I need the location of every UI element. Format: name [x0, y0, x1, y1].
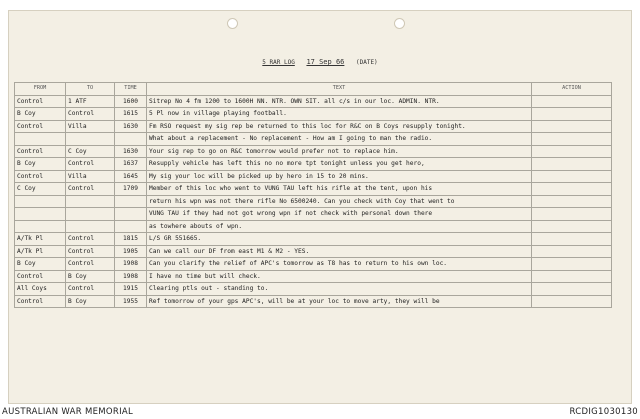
table-row	[15, 220, 612, 233]
action-cell	[532, 233, 612, 246]
text-cell: Resupply vehicle has left this no no more tpt tonight unless you get hero,	[147, 158, 532, 171]
to-cell: 1 ATF	[66, 95, 115, 108]
text-cell: Fm RSO request my sig rep be returned to this loc for R&C on B Coys resupply tonight.	[147, 120, 532, 133]
from-cell: B Coy	[15, 258, 66, 271]
col-action-header: ACTION	[532, 83, 612, 96]
time-cell: 1709	[115, 183, 147, 196]
log-header	[9, 58, 631, 66]
to-cell: B Coy	[66, 295, 115, 308]
table-row	[15, 133, 612, 146]
table-row	[15, 183, 612, 196]
table-row	[15, 208, 612, 221]
time-cell: 1908	[115, 270, 147, 283]
time-cell: 1815	[115, 233, 147, 246]
to-cell: C Coy	[66, 145, 115, 158]
to-cell	[66, 208, 115, 221]
action-cell	[532, 220, 612, 233]
unit-name: 5 RAR LOG	[262, 59, 295, 66]
to-cell: Control	[66, 108, 115, 121]
to-cell: Control	[66, 258, 115, 271]
from-cell: Control	[15, 95, 66, 108]
text-cell: Ref tomorrow of your gps APC's, will be at your loc to move arty, they will be	[147, 295, 532, 308]
to-cell: B Coy	[66, 270, 115, 283]
text-cell: Your sig rep to go on R&C tomorrow would prefer not to replace him.	[147, 145, 532, 158]
from-cell: Control	[15, 170, 66, 183]
text-cell: Can we call our DF from east M1 & M2 - YES.	[147, 245, 532, 258]
table-row	[15, 158, 612, 171]
col-to-header: TO	[66, 83, 115, 96]
action-cell	[532, 133, 612, 146]
action-cell	[532, 270, 612, 283]
text-cell: My sig your loc will be picked up by hero in 15 to 20 mins.	[147, 170, 532, 183]
time-cell	[115, 208, 147, 221]
table-row	[15, 258, 612, 271]
action-cell	[532, 283, 612, 296]
to-cell	[66, 133, 115, 146]
time-cell: 1637	[115, 158, 147, 171]
to-cell: Villa	[66, 170, 115, 183]
to-cell: Control	[66, 183, 115, 196]
action-cell	[532, 245, 612, 258]
action-cell	[532, 108, 612, 121]
text-cell: as towhere abouts of wpn.	[147, 220, 532, 233]
text-cell: return his wpn was not there rifle No 6500240. Can you check with Coy that went to	[147, 195, 532, 208]
action-cell	[532, 208, 612, 221]
text-cell: VUNG TAU if they had not got wrong wpn if not check with personal down there	[147, 208, 532, 221]
from-cell	[15, 133, 66, 146]
from-cell	[15, 208, 66, 221]
action-cell	[532, 158, 612, 171]
time-cell: 1600	[115, 95, 147, 108]
from-cell: Control	[15, 145, 66, 158]
time-cell	[115, 220, 147, 233]
text-cell: L/S GR 551665.	[147, 233, 532, 246]
archive-reference: RCDIG1030130	[569, 407, 638, 417]
table-row	[15, 270, 612, 283]
action-cell	[532, 95, 612, 108]
from-cell: A/Tk Pl	[15, 233, 66, 246]
action-cell	[532, 120, 612, 133]
time-cell: 1915	[115, 283, 147, 296]
log-date: 17 Sep 66	[306, 58, 345, 66]
table-row	[15, 195, 612, 208]
time-cell: 1630	[115, 145, 147, 158]
to-cell: Villa	[66, 120, 115, 133]
from-cell: C Coy	[15, 183, 66, 196]
to-cell: Control	[66, 233, 115, 246]
from-cell: Control	[15, 270, 66, 283]
table-row	[15, 145, 612, 158]
to-cell: Control	[66, 245, 115, 258]
text-cell: 5 Pl now in village playing football.	[147, 108, 532, 121]
from-cell: B Coy	[15, 158, 66, 171]
text-cell: Clearing ptls out - standing to.	[147, 283, 532, 296]
from-cell: B Coy	[15, 108, 66, 121]
col-text-header: TEXT	[147, 83, 532, 96]
punch-hole	[394, 18, 405, 29]
from-cell: Control	[15, 295, 66, 308]
time-cell	[115, 195, 147, 208]
table-header-row	[15, 83, 612, 96]
table-row	[15, 295, 612, 308]
table-row	[15, 95, 612, 108]
action-cell	[532, 195, 612, 208]
to-cell: Control	[66, 158, 115, 171]
time-cell: 1645	[115, 170, 147, 183]
table-row	[15, 245, 612, 258]
time-cell: 1955	[115, 295, 147, 308]
text-cell: Sitrep No 4 fm 1200 to 1600H NN. NTR. OWN SIT. all c/s in our loc. ADMIN. NTR.	[147, 95, 532, 108]
from-cell	[15, 220, 66, 233]
punch-hole	[227, 18, 238, 29]
action-cell	[532, 170, 612, 183]
from-cell	[15, 195, 66, 208]
text-cell: What about a replacement - No replacement - How am I going to man the radio.	[147, 133, 532, 146]
text-cell: Member of this loc who went to VUNG TAU left his rifle at the tent, upon his	[147, 183, 532, 196]
to-cell	[66, 220, 115, 233]
col-from-header: FROM	[15, 83, 66, 96]
table-row	[15, 108, 612, 121]
date-label: (DATE)	[356, 59, 378, 66]
log-table	[14, 82, 612, 308]
time-cell: 1630	[115, 120, 147, 133]
table-row	[15, 170, 612, 183]
action-cell	[532, 145, 612, 158]
to-cell	[66, 195, 115, 208]
time-cell: 1908	[115, 258, 147, 271]
action-cell	[532, 295, 612, 308]
from-cell: Control	[15, 120, 66, 133]
table-row	[15, 233, 612, 246]
archive-name: AUSTRALIAN WAR MEMORIAL	[2, 407, 134, 417]
time-cell: 1905	[115, 245, 147, 258]
col-time-header: TIME	[115, 83, 147, 96]
text-cell: I have no time but will check.	[147, 270, 532, 283]
table-row	[15, 120, 612, 133]
from-cell: A/Tk Pl	[15, 245, 66, 258]
action-cell	[532, 258, 612, 271]
from-cell: All Coys	[15, 283, 66, 296]
time-cell: 1615	[115, 108, 147, 121]
time-cell	[115, 133, 147, 146]
to-cell: Control	[66, 283, 115, 296]
table-row	[15, 283, 612, 296]
text-cell: Can you clarify the relief of APC's tomorrow as T8 has to return to his own loc.	[147, 258, 532, 271]
action-cell	[532, 183, 612, 196]
